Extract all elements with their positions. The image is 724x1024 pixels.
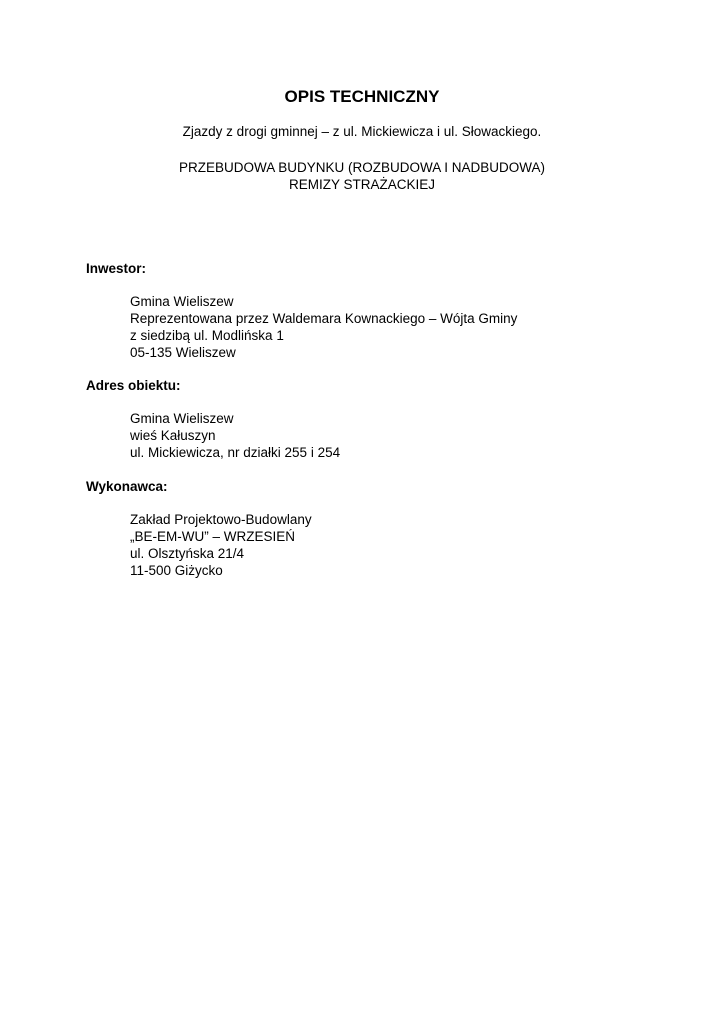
contractor-line: 11-500 Giżycko bbox=[130, 563, 223, 578]
address-line: wieś Kałuszyn bbox=[130, 428, 216, 443]
document-subtitle: Zjazdy z drogi gminnej – z ul. Mickiewicza i ul. Słowackiego. bbox=[182, 124, 542, 139]
project-name bbox=[0, 159, 724, 193]
investor-line: 05-135 Wieliszew bbox=[130, 345, 236, 360]
address-heading: Adres obiektu: bbox=[86, 378, 181, 393]
investor-heading: Inwestor: bbox=[86, 261, 147, 276]
investor-details bbox=[130, 293, 517, 361]
contractor-line: „BE-EM-WU” – WRZESIEŃ bbox=[130, 529, 295, 544]
address-details bbox=[130, 410, 340, 461]
contractor-line: Zakład Projektowo-Budowlany bbox=[130, 512, 312, 527]
project-name-line: REMIZY STRAŻACKIEJ bbox=[288, 177, 436, 192]
address-line: Gmina Wieliszew bbox=[130, 411, 234, 426]
investor-line: Reprezentowana przez Waldemara Kownackiego – Wójta Gminy bbox=[130, 311, 518, 326]
investor-line: z siedzibą ul. Modlińska 1 bbox=[130, 328, 284, 343]
address-line: ul. Mickiewicza, nr działki 255 i 254 bbox=[130, 445, 341, 460]
contractor-heading: Wykonawca: bbox=[86, 479, 168, 494]
contractor-line: ul. Olsztyńska 21/4 bbox=[130, 546, 245, 561]
document-title: OPIS TECHNICZNY bbox=[284, 87, 440, 106]
investor-line: Gmina Wieliszew bbox=[130, 294, 234, 309]
contractor-details bbox=[130, 511, 312, 579]
project-name-line: PRZEBUDOWA BUDYNKU (ROZBUDOWA I NADBUDOWA) bbox=[178, 160, 546, 175]
